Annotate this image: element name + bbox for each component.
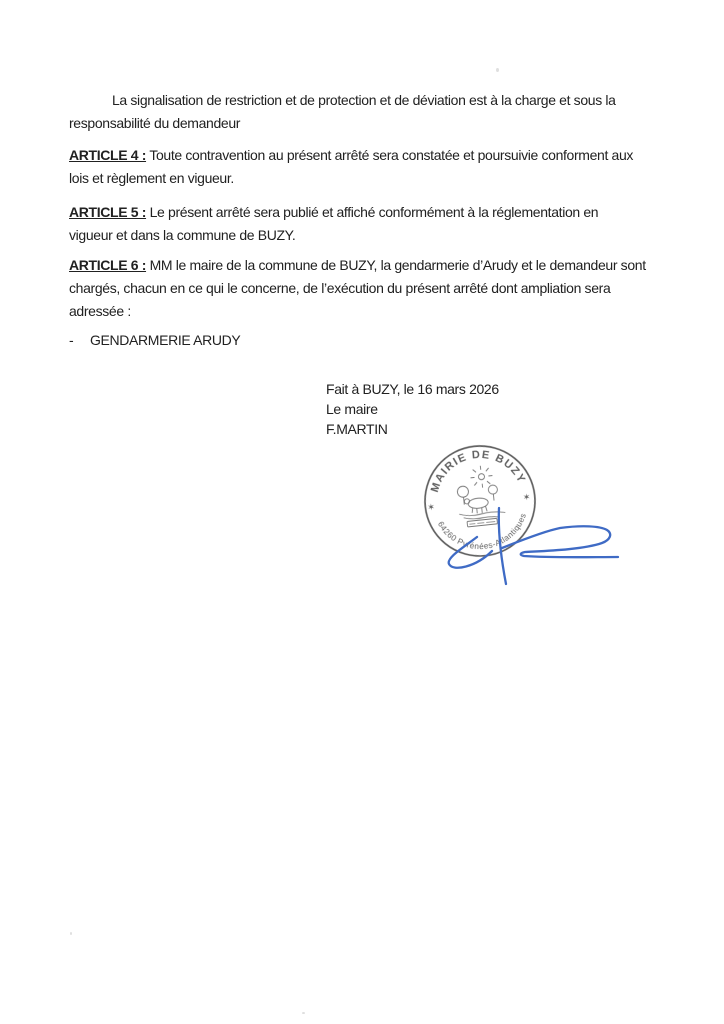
- stamp-right-star-icon: ✶: [522, 491, 531, 503]
- recipient-item: [69, 329, 240, 352]
- article-5-label: ARTICLE 5 :: [69, 204, 147, 220]
- scan-speck: [302, 1012, 305, 1014]
- article-4-label: ARTICLE 4 :: [69, 147, 147, 163]
- scan-speck: [70, 932, 72, 935]
- article-5-line-1: [69, 201, 598, 224]
- article-4-line-2: lois et règlement en vigueur.: [69, 170, 234, 186]
- article-6-text-1: MM le maire de la commune de BUZY, la gendarmerie d’Arudy et le demandeur sont: [149, 257, 646, 273]
- article-4-text-1: Toute contravention au présent arrêté sera constatée et poursuivie conforment aux: [149, 147, 634, 163]
- recipient-dash: -: [69, 332, 74, 348]
- article-5-line-2: vigueur et dans la commune de BUZY.: [69, 227, 296, 243]
- article-6-label: ARTICLE 6 :: [69, 257, 147, 273]
- stamp-left-star-icon: ✶: [426, 501, 436, 513]
- signer-name-line: F.MARTIN: [326, 421, 388, 437]
- recipient-text: GENDARMERIE ARUDY: [90, 332, 241, 348]
- signature-stroke-graphic: [432, 500, 632, 592]
- svg-text:MAIRIE DE BUZY: [425, 444, 528, 495]
- intro-line-1: La signalisation de restriction et de protection et de déviation est à la charge et sous la: [112, 92, 616, 108]
- article-4-paragraph: [69, 144, 633, 190]
- intro-line-2: responsabilité du demandeur: [69, 115, 241, 131]
- article-5-text-1: Le présent arrêté sera publié et affiché conformément à la réglementation en: [149, 204, 599, 220]
- article-6-line-3: adressée :: [69, 303, 131, 319]
- stamp-bottom-text: 64260 Pyrénées-Atlantiques: [435, 512, 529, 552]
- place-date-line: Fait à BUZY, le 16 mars 2026: [326, 381, 499, 397]
- scan-speck: [496, 68, 499, 72]
- recipient-list: [69, 329, 240, 352]
- stamp-top-text: MAIRIE DE BUZY: [428, 448, 528, 494]
- handwritten-signature: [432, 500, 632, 592]
- article-6-line-2: chargés, chacun en ce qui le concerne, de l’exécution du présent arrêté dont ampliation sera: [69, 280, 611, 296]
- signer-title-line: Le maire: [326, 401, 378, 417]
- article-5-paragraph: [69, 201, 598, 247]
- article-6-line-1: [69, 254, 646, 277]
- intro-paragraph: [69, 89, 616, 135]
- article-4-line-1: [69, 144, 633, 167]
- article-6-paragraph: [69, 254, 646, 323]
- signature-block: [326, 379, 499, 439]
